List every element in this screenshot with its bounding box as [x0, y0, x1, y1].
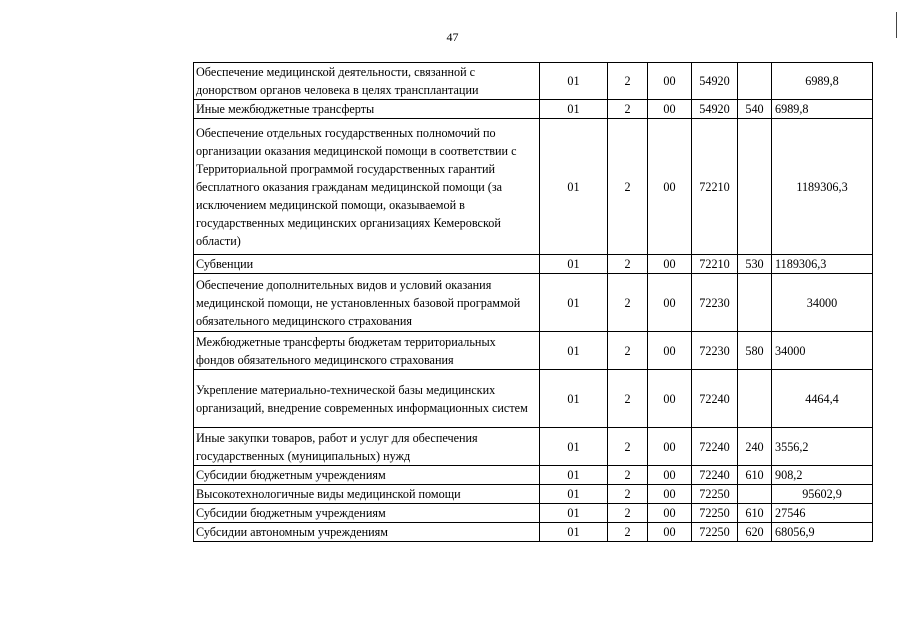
cell-code-1: 01	[540, 274, 608, 332]
cell-code-4: 72250	[692, 485, 738, 504]
cell-code-4: 54920	[692, 63, 738, 100]
cell-code-5: 610	[738, 504, 772, 523]
cell-amount: 27546	[772, 504, 873, 523]
cell-code-2: 2	[608, 485, 648, 504]
cell-code-2: 2	[608, 523, 648, 542]
cell-code-2: 2	[608, 370, 648, 428]
cell-code-4: 72250	[692, 523, 738, 542]
table-row	[194, 485, 873, 504]
cell-code-4: 54920	[692, 100, 738, 119]
cell-code-3: 00	[648, 504, 692, 523]
table-row	[194, 466, 873, 485]
cell-amount: 908,2	[772, 466, 873, 485]
table-row	[194, 255, 873, 274]
cell-code-2: 2	[608, 100, 648, 119]
cell-code-4: 72210	[692, 119, 738, 255]
cell-amount: 4464,4	[772, 370, 873, 428]
cell-code-1: 01	[540, 100, 608, 119]
table-row	[194, 332, 873, 370]
row-description: Субсидии бюджетным учреждениям	[194, 504, 540, 523]
cell-code-4: 72240	[692, 466, 738, 485]
cell-code-5: 540	[738, 100, 772, 119]
cell-code-3: 00	[648, 428, 692, 466]
cell-amount: 1189306,3	[772, 255, 873, 274]
cell-code-3: 00	[648, 485, 692, 504]
row-description: Обеспечение дополнительных видов и условий оказания медицинской помощи, не установленных базовой программой обязательного медицинского страхования	[194, 274, 540, 332]
cell-code-5: 620	[738, 523, 772, 542]
row-description: Субвенции	[194, 255, 540, 274]
row-description: Межбюджетные трансферты бюджетам территориальных фондов обязательного медицинского страхования	[194, 332, 540, 370]
cell-code-4: 72240	[692, 370, 738, 428]
cell-code-4: 72230	[692, 274, 738, 332]
cell-amount: 95602,9	[772, 485, 873, 504]
cell-code-5: 610	[738, 466, 772, 485]
cell-code-1: 01	[540, 370, 608, 428]
cell-code-3: 00	[648, 100, 692, 119]
cell-code-1: 01	[540, 485, 608, 504]
cell-code-3: 00	[648, 466, 692, 485]
cell-code-4: 72210	[692, 255, 738, 274]
cell-code-2: 2	[608, 119, 648, 255]
cell-code-4: 72240	[692, 428, 738, 466]
cell-code-3: 00	[648, 63, 692, 100]
cell-code-3: 00	[648, 119, 692, 255]
table-row	[194, 274, 873, 332]
cell-code-3: 00	[648, 274, 692, 332]
cell-code-3: 00	[648, 255, 692, 274]
cell-code-1: 01	[540, 428, 608, 466]
cell-amount: 34000	[772, 332, 873, 370]
cell-code-1: 01	[540, 63, 608, 100]
budget-table	[193, 62, 873, 542]
cell-code-5	[738, 485, 772, 504]
table-row	[194, 504, 873, 523]
cell-code-1: 01	[540, 119, 608, 255]
cell-code-5: 530	[738, 255, 772, 274]
cell-code-3: 00	[648, 332, 692, 370]
cell-amount: 6989,8	[772, 63, 873, 100]
table-row	[194, 100, 873, 119]
row-description: Субсидии бюджетным учреждениям	[194, 466, 540, 485]
cell-code-1: 01	[540, 504, 608, 523]
cell-code-4: 72230	[692, 332, 738, 370]
cell-code-5	[738, 63, 772, 100]
cell-amount: 34000	[772, 274, 873, 332]
cell-code-5	[738, 119, 772, 255]
cell-code-2: 2	[608, 466, 648, 485]
table-row	[194, 119, 873, 255]
margin-rule	[896, 12, 897, 38]
cell-code-1: 01	[540, 332, 608, 370]
cell-amount: 6989,8	[772, 100, 873, 119]
cell-code-5	[738, 370, 772, 428]
cell-code-2: 2	[608, 63, 648, 100]
row-description: Высокотехнологичные виды медицинской помощи	[194, 485, 540, 504]
cell-code-4: 72250	[692, 504, 738, 523]
cell-code-2: 2	[608, 504, 648, 523]
cell-code-1: 01	[540, 255, 608, 274]
cell-code-2: 2	[608, 274, 648, 332]
row-description: Субсидии автономным учреждениям	[194, 523, 540, 542]
cell-code-2: 2	[608, 255, 648, 274]
table-row	[194, 523, 873, 542]
cell-code-1: 01	[540, 523, 608, 542]
cell-code-3: 00	[648, 523, 692, 542]
row-description: Иные межбюджетные трансферты	[194, 100, 540, 119]
row-description: Укрепление материально-технической базы медицинских организаций, внедрение современных информационных систем	[194, 370, 540, 428]
row-description: Иные закупки товаров, работ и услуг для обеспечения государственных (муниципальных) нужд	[194, 428, 540, 466]
row-description: Обеспечение медицинской деятельности, связанной с донорством органов человека в целях трансплантации	[194, 63, 540, 100]
cell-code-2: 2	[608, 332, 648, 370]
cell-amount: 68056,9	[772, 523, 873, 542]
table-row	[194, 63, 873, 100]
cell-code-5	[738, 274, 772, 332]
row-description: Обеспечение отдельных государственных полномочий по организации оказания медицинской помощи в соответствии с Территориальной программой государственных гарантий бесплатного оказания гражданам медицинской помощи (за исключением медицинской помощи, оказываемой в государственных медицинских организациях Кемеровской области)	[194, 119, 540, 255]
cell-amount: 3556,2	[772, 428, 873, 466]
table-row	[194, 428, 873, 466]
cell-code-5: 240	[738, 428, 772, 466]
cell-code-1: 01	[540, 466, 608, 485]
cell-code-2: 2	[608, 428, 648, 466]
cell-amount: 1189306,3	[772, 119, 873, 255]
cell-code-3: 00	[648, 370, 692, 428]
table-row	[194, 370, 873, 428]
cell-code-5: 580	[738, 332, 772, 370]
page-number: 47	[446, 30, 459, 44]
